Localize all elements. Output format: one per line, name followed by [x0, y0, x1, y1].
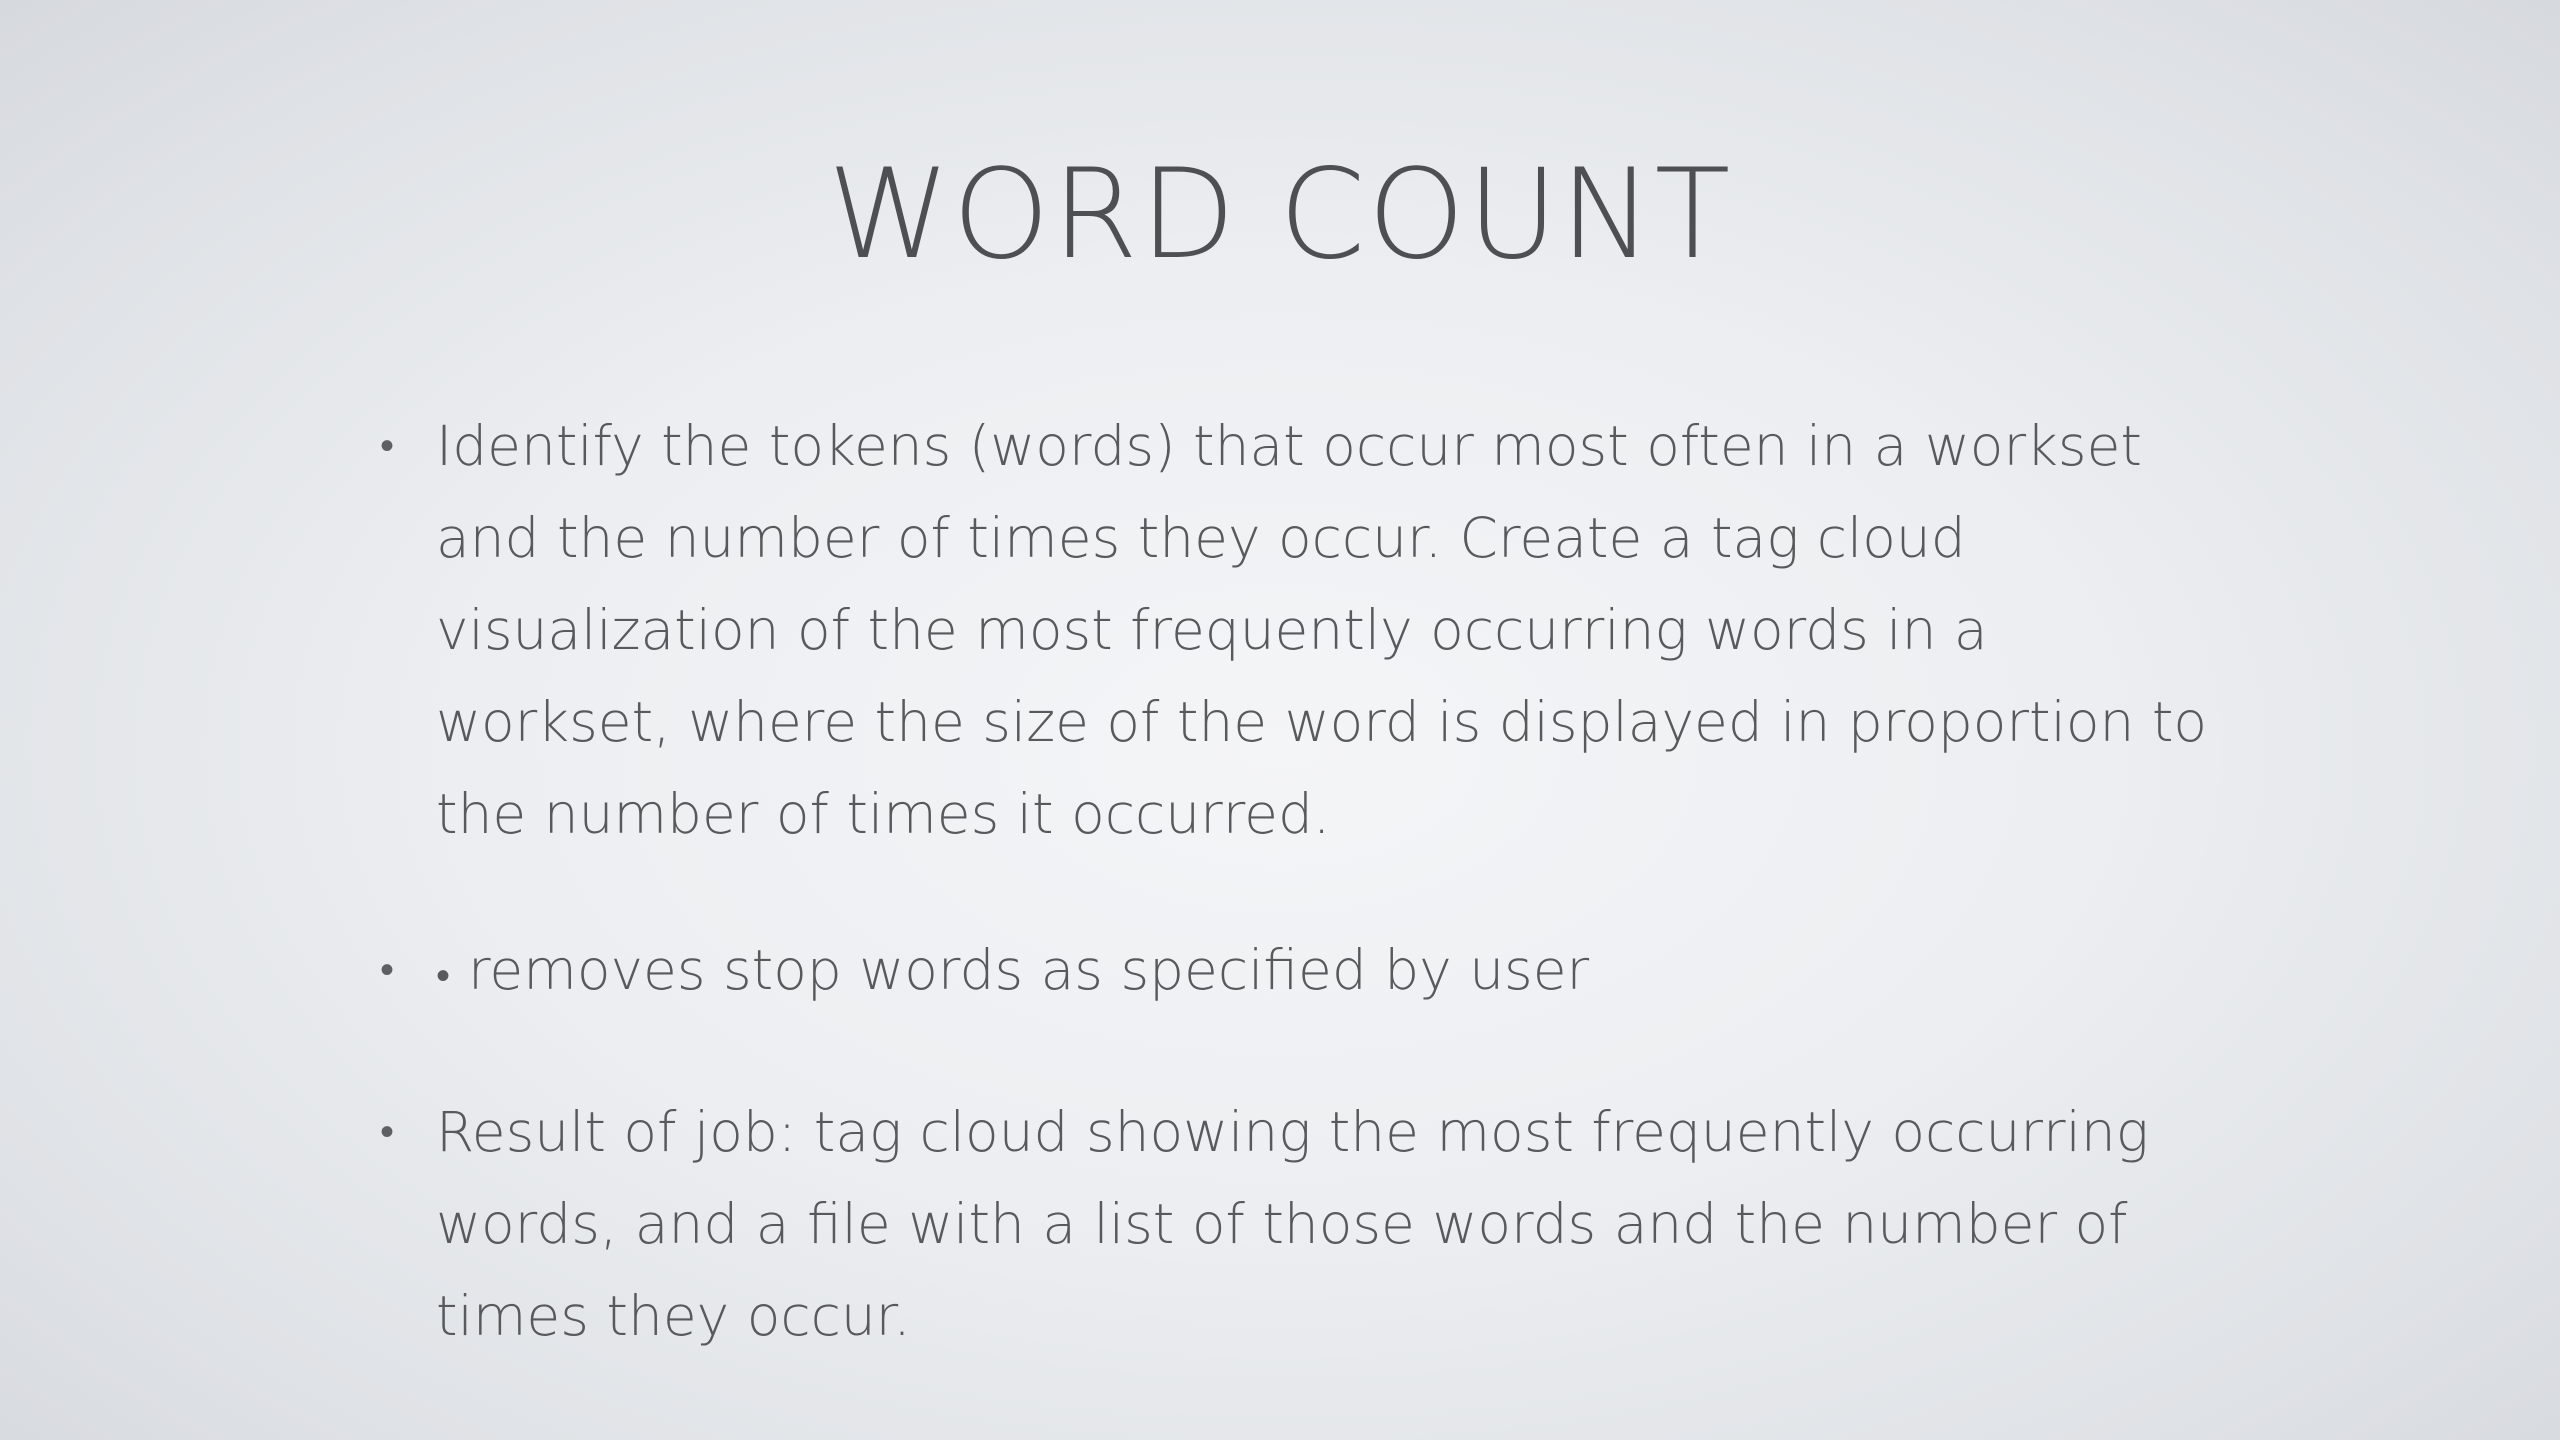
- bullet-text: Identify the tokens (words) that occur most often in a workset and the number of times they occur. Create a tag cloud visualization of the most frequently occurring words in a workset, where the size of the word is displayed in proportion to the number of times it occurred.: [436, 414, 2208, 846]
- inner-bullet-marker: •: [436, 953, 451, 999]
- bullet-text: removes stop words as specified by user: [468, 938, 1590, 1002]
- bullet-item: [380, 924, 2210, 1022]
- bullet-item: [380, 400, 2210, 860]
- bullet-marker: •: [380, 1109, 395, 1155]
- bullet-item: [380, 1086, 2210, 1362]
- bullet-text: Result of job: tag cloud showing the most frequently occurring words, and a file with a list of those words and the number of times they occur.: [436, 1100, 2149, 1348]
- bullet-marker: •: [380, 423, 395, 469]
- slide-title: WORD COUNT: [827, 143, 1733, 287]
- bullet-list: [380, 400, 2210, 1426]
- bullet-marker: •: [380, 947, 395, 993]
